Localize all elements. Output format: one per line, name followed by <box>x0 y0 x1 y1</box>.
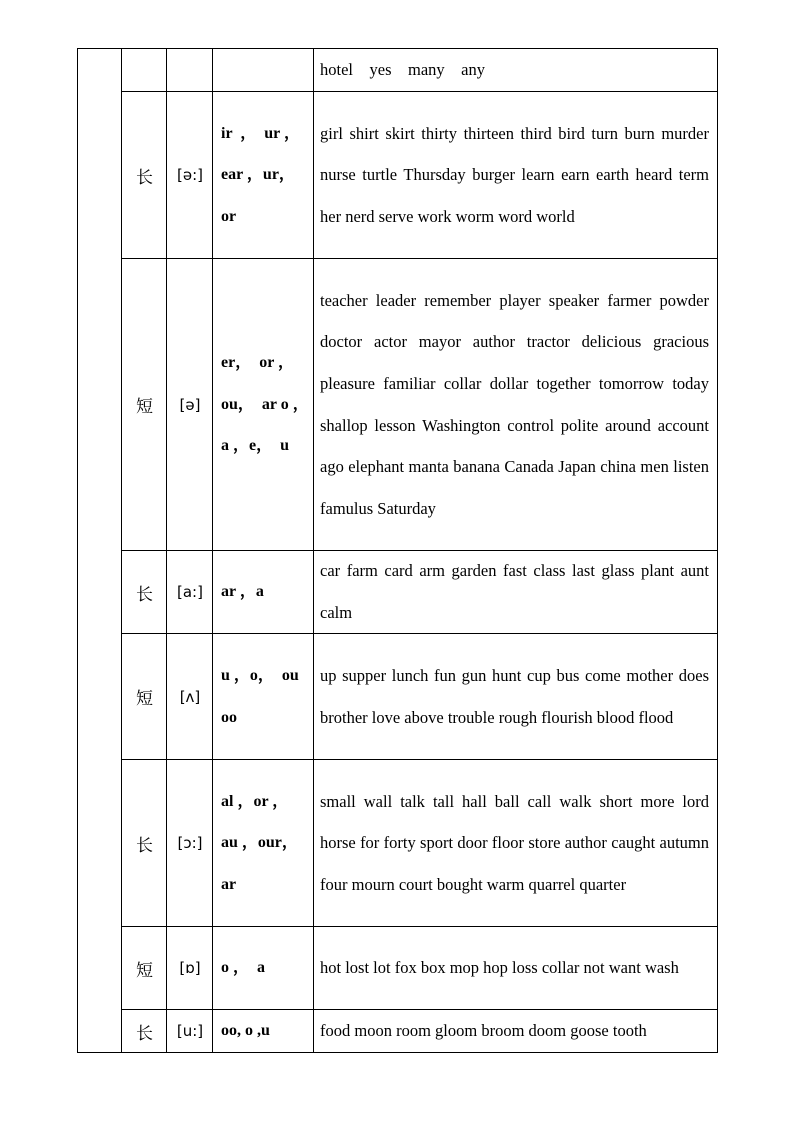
spelling-line: ir ， ur ， <box>221 124 300 142</box>
spelling-line: ou， ar o ， <box>221 395 309 413</box>
vowel-length <box>122 49 167 91</box>
phonetic-symbol: [u:] <box>176 1022 204 1040</box>
example-words: car farm card arm garden fast class last glass plant aunt calm <box>320 561 709 622</box>
spelling-line: oo, o ,u <box>221 1022 270 1040</box>
example-words: girl shirt skirt thirty thirteen third bird turn burn murder nurse turtle Thursday burger learn earn earth heard term her nerd serve work worm word world <box>320 123 709 226</box>
table-row <box>122 551 717 633</box>
vowel-length: 长 <box>136 167 153 188</box>
table-row <box>122 1010 717 1052</box>
vowel-length: 短 <box>136 960 153 981</box>
spelling-line: al ，or ， <box>221 792 289 810</box>
spelling-line: er， or ， <box>221 354 295 372</box>
phonetic-symbol: [ə:] <box>177 166 203 184</box>
phonetic-symbol: [ɔ:] <box>177 834 203 852</box>
example-words: teacher leader remember player speaker farmer powder doctor actor mayor author tractor delicious gracious pleasure familiar collar dollar together tomorrow today shallop lesson Washington control polite around account ago elephant manta banana Canada Japan china men listen famulus Saturday <box>320 290 709 518</box>
vowel-length: 长 <box>136 584 153 605</box>
spelling-patterns <box>213 551 313 633</box>
phonics-table <box>77 48 718 1053</box>
example-words: hot lost lot fox box mop hop loss collar not want wash <box>320 958 679 978</box>
spelling-line: u ，o， ou <box>221 667 299 684</box>
spelling-line: ar ，a <box>221 583 264 601</box>
spelling-patterns <box>213 1010 313 1052</box>
phonetic-symbol: [a:] <box>177 583 203 601</box>
phonetic-symbol: [ʌ] <box>179 687 201 706</box>
vowel-length: 短 <box>136 689 153 709</box>
table-row <box>122 49 717 91</box>
example-words: up supper lunch fun gun hunt cup bus come mother does brother love above trouble rough flourish blood flood <box>320 665 709 727</box>
spelling-patterns <box>213 760 313 926</box>
spelling-line: ear ，ur， <box>221 166 295 184</box>
spelling-line: or <box>221 207 237 225</box>
spelling-patterns <box>213 49 313 91</box>
table-row <box>122 927 717 1009</box>
table-row <box>122 634 717 759</box>
spelling-line: ar <box>221 875 237 893</box>
example-words: hotel yes many any <box>320 60 485 80</box>
spelling-line: a ，e， u <box>221 437 290 455</box>
table-row <box>122 259 717 550</box>
vowel-length: 长 <box>136 1023 153 1044</box>
spelling-line: au ，our， <box>221 834 298 852</box>
spelling-line: o ， a <box>221 959 266 977</box>
spelling-patterns <box>213 259 313 550</box>
spelling-patterns <box>213 634 313 759</box>
vowel-length: 长 <box>136 835 153 856</box>
spelling-patterns <box>213 92 313 258</box>
phonetic-symbol: [ɒ] <box>179 959 201 977</box>
example-words: food moon room gloom broom doom goose tooth <box>320 1021 647 1041</box>
vowel-length: 短 <box>136 397 153 417</box>
spelling-line: oo <box>221 708 237 726</box>
table-row <box>122 92 717 258</box>
example-words: small wall talk tall hall ball call walk short more lord horse for forty sport door floor store author caught autumn four mourn court bought warm quarrel quarter <box>320 791 709 894</box>
table-row <box>122 760 717 926</box>
phonetic-symbol: [ə] <box>179 395 201 414</box>
phonetic-symbol <box>167 49 213 91</box>
spelling-patterns <box>213 927 313 1009</box>
